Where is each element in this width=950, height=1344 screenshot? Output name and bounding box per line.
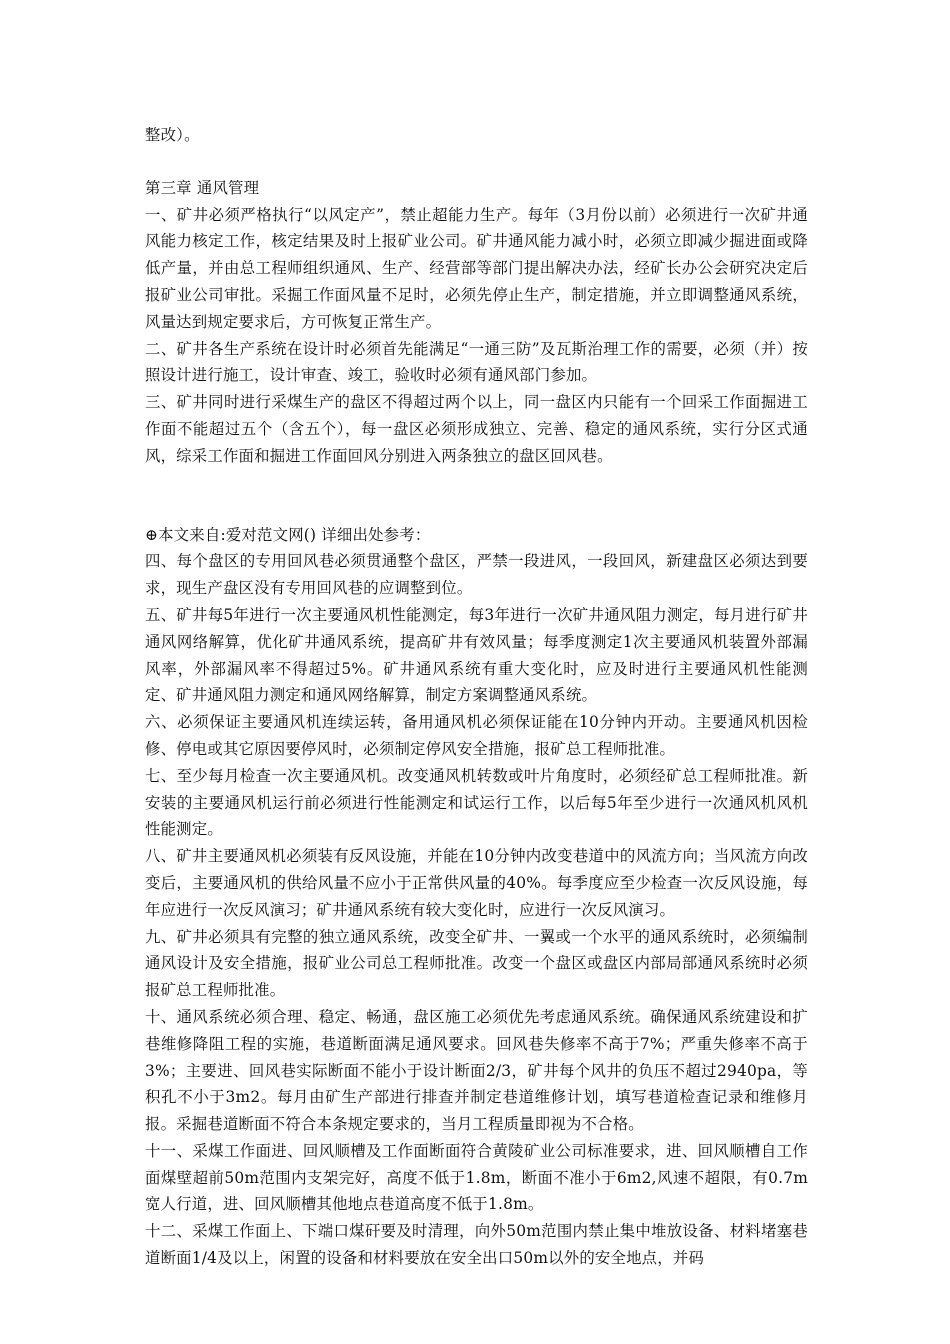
paragraph-8: 八、矿井主要通风机必须装有反风设施，并能在10分钟内改变巷道中的风流方向；当风流方向改变后，主要通风机的供给风量不应小于正常供风量的40%。每季度应至少检查一次反风设施，每年应进行一次反风演习；矿井通风系统有较大变化时，应进行一次反风演习。 xyxy=(145,847,808,919)
chapter-title: 第三章 通风管理 xyxy=(145,178,260,197)
spacer xyxy=(145,149,808,175)
intro-paragraph: 整改）。 xyxy=(145,126,200,144)
paragraph-12: 十二、采煤工作面上、下端口煤矸要及时清理，向外50m范围内禁止集中堆放设备、材料堵塞巷道断面1/4及以上，闲置的设备和材料要放在安全出口50m以外的安全地点，并码 xyxy=(145,1222,808,1268)
spacer xyxy=(145,470,808,522)
paragraph-10: 十、通风系统必须合理、稳定、畅通，盘区施工必须优先考虑通风系统。确保通风系统建设和扩巷维修降阻工程的实施，巷道断面满足通风要求。回风巷失修率不高于7%；严重失修率不高于3%；主要进、回风巷实际断面不能小于设计断面2/3，矿井每个风井的负压不超过2940pa，等积孔不小于3m2。每月由矿生产部进行排查并制定巷道维修计划，填写巷道检查记录和维修月报。采掘巷道断面不符合本条规定要求的，当月工程质量即视为不合格。 xyxy=(145,1007,808,1134)
paragraph-4: 四、每个盘区的专用回风巷必须贯通整个盘区，严禁一段进风，一段回风，新建盘区必须达到要求，现生产盘区没有专用回风巷的应调整到位。 xyxy=(145,552,808,598)
paragraph-3: 三、矿井同时进行采煤生产的盘区不得超过两个以上，同一盘区内只能有一个回采工作面掘进工作面不能超过五个（含五个），每一盘区必须形成独立、完善、稳定的通风系统，实行分区式通风，综采工作面和掘进工作面回风分别进入两条独立的盘区回风巷。 xyxy=(145,393,808,465)
paragraph-9: 九、矿井必须具有完整的独立通风系统，改变全矿井、一翼或一个水平的通风系统时，必须编制通风设计及安全措施，报矿业公司总工程师批准。改变一个盘区或盘区内部局部通风系统时必须报矿总工程师批准。 xyxy=(145,927,808,1000)
paragraph-11: 十一、采煤工作面进、回风顺槽及工作面断面符合黄陵矿业公司标准要求，进、回风顺槽自工作面煤壁超前50m范围内支架完好，高度不低于1.8m，断面不准小于6m2,风速不超限，有0.7m宽人行道，进、回风顺槽其他地点巷道高度不低于1.8m。 xyxy=(145,1141,808,1214)
paragraph-2: 二、矿井各生产系统在设计时必须首先能满足“一通三防”及瓦斯治理工作的需要，必须（并）按照设计进行施工，设计审查、竣工，验收时必须有通风部门参加。 xyxy=(145,339,808,385)
paragraph-1: 一、矿井必须严格执行“以风定产”，禁止超能力生产。每年（3月份以前）必须进行一次矿井通风能力核定工作，核定结果及时上报矿业公司。矿井通风能力减小时，必须立即减少掘进面或降低产量，并由总工程师组织通风、生产、经营部等部门提出解决办法，经矿长办公会研究决定后报矿业公司审批。采掘工作面风量不足时，必须先停止生产，制定措施，并立即调整通风系统，风量达到规定要求后，方可恢复正常生产。 xyxy=(145,205,808,331)
paragraph-5: 五、矿井每5年进行一次主要通风机性能测定，每3年进行一次矿井通风阻力测定，每月进行矿井通风网络解算，优化矿井通风系统，提高矿井有效风量；每季度测定1次主要通风机装置外部漏风率，外部漏风率不得超过5%。矿井通风系统有重大变化时，应及时进行主要通风机性能测定、矿井通风阻力测定和通风网络解算，制定方案调整通风系统。 xyxy=(145,605,808,705)
document-body xyxy=(145,122,808,1272)
source-attribution: ⊕本文来自:爱对范文网() 详细出处参考： xyxy=(145,525,431,544)
paragraph-6: 六、必须保证主要通风机连续运转，备用通风机必须保证能在10分钟内开动。主要通风机因检修、停电或其它原因要停风时，必须制定停风安全措施，报矿总工程师批准。 xyxy=(145,713,808,758)
paragraph-7: 七、至少每月检查一次主要通风机。改变通风机转数或叶片角度时，必须经矿总工程师批准。新安装的主要通风机运行前必须进行性能测定和试运行工作，以后每5年至少进行一次通风机风机性能测定。 xyxy=(145,766,808,839)
